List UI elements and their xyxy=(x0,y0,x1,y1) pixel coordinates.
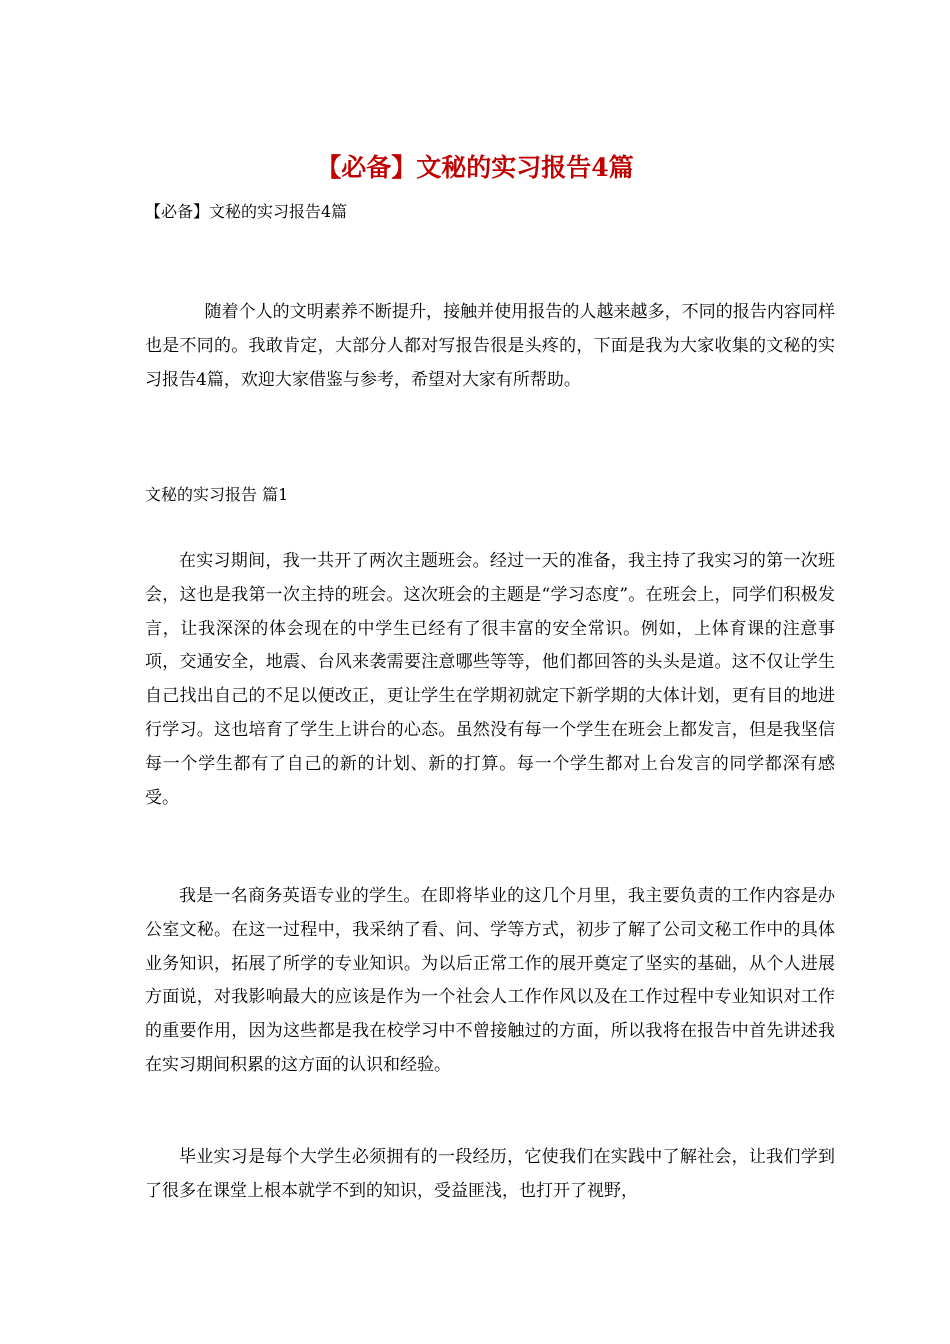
intro-paragraph: 随着个人的文明素养不断提升，接触并使用报告的人越来越多，不同的报告内容同样也是不同的。我敢肯定，大部分人都对写报告很是头疼的，下面是我为大家收集的文秘的实习报告4篇，欢迎大家借鉴与参考，希望对大家有所帮助。 xyxy=(145,302,835,390)
body-paragraph-3: 毕业实习是每个大学生必须拥有的一段经历，它使我们在实践中了解社会，让我们学到了很多在课堂上根本就学不到的知识，受益匪浅，也打开了视野， xyxy=(145,1147,835,1201)
document-subtitle: 【必备】文秘的实习报告4篇 xyxy=(145,202,348,221)
body-paragraph-1: 在实习期间，我一共开了两次主题班会。经过一天的准备，我主持了我实习的第一次班会，这也是我第一次主持的班会。这次班会的主题是“学习态度”。在班会上，同学们积极发言，让我深深的体会现在的中学生已经有了很丰富的安全常识。例如，上体育课的注意事项，交通安全，地震、台风来袭需要注意哪些等等，他们都回答的头头是道。这不仅让学生自己找出自己的不足以便改正，更让学生在学期初就定下新学期的大体计划，更有目的地进行学习。这也培育了学生上讲台的心态。虽然没有每一个学生在班会上都发言，但是我坚信每一个学生都有了自己的新的计划、新的打算。每一个学生都对上台发言的同学都深有感受。 xyxy=(145,551,835,808)
section-heading: 文秘的实习报告 篇1 xyxy=(145,485,289,504)
body-paragraph-2: 我是一名商务英语专业的学生。在即将毕业的这几个月里，我主要负责的工作内容是办公室文秘。在这一过程中，我采纳了看、问、学等方式，初步了解了公司文秘工作中的具体业务知识，拓展了所学的专业知识。为以后正常工作的展开奠定了坚实的基础，从个人进展方面说，对我影响最大的应该是作为一个社会人工作作风以及在工作过程中专业知识对工作的重要作用，因为这些都是我在校学习中不曾接触过的方面，所以我将在报告中首先讲述我在实习期间积累的这方面的认识和经验。 xyxy=(145,886,835,1075)
document-title: 【必备】文秘的实习报告4篇 xyxy=(316,153,634,182)
